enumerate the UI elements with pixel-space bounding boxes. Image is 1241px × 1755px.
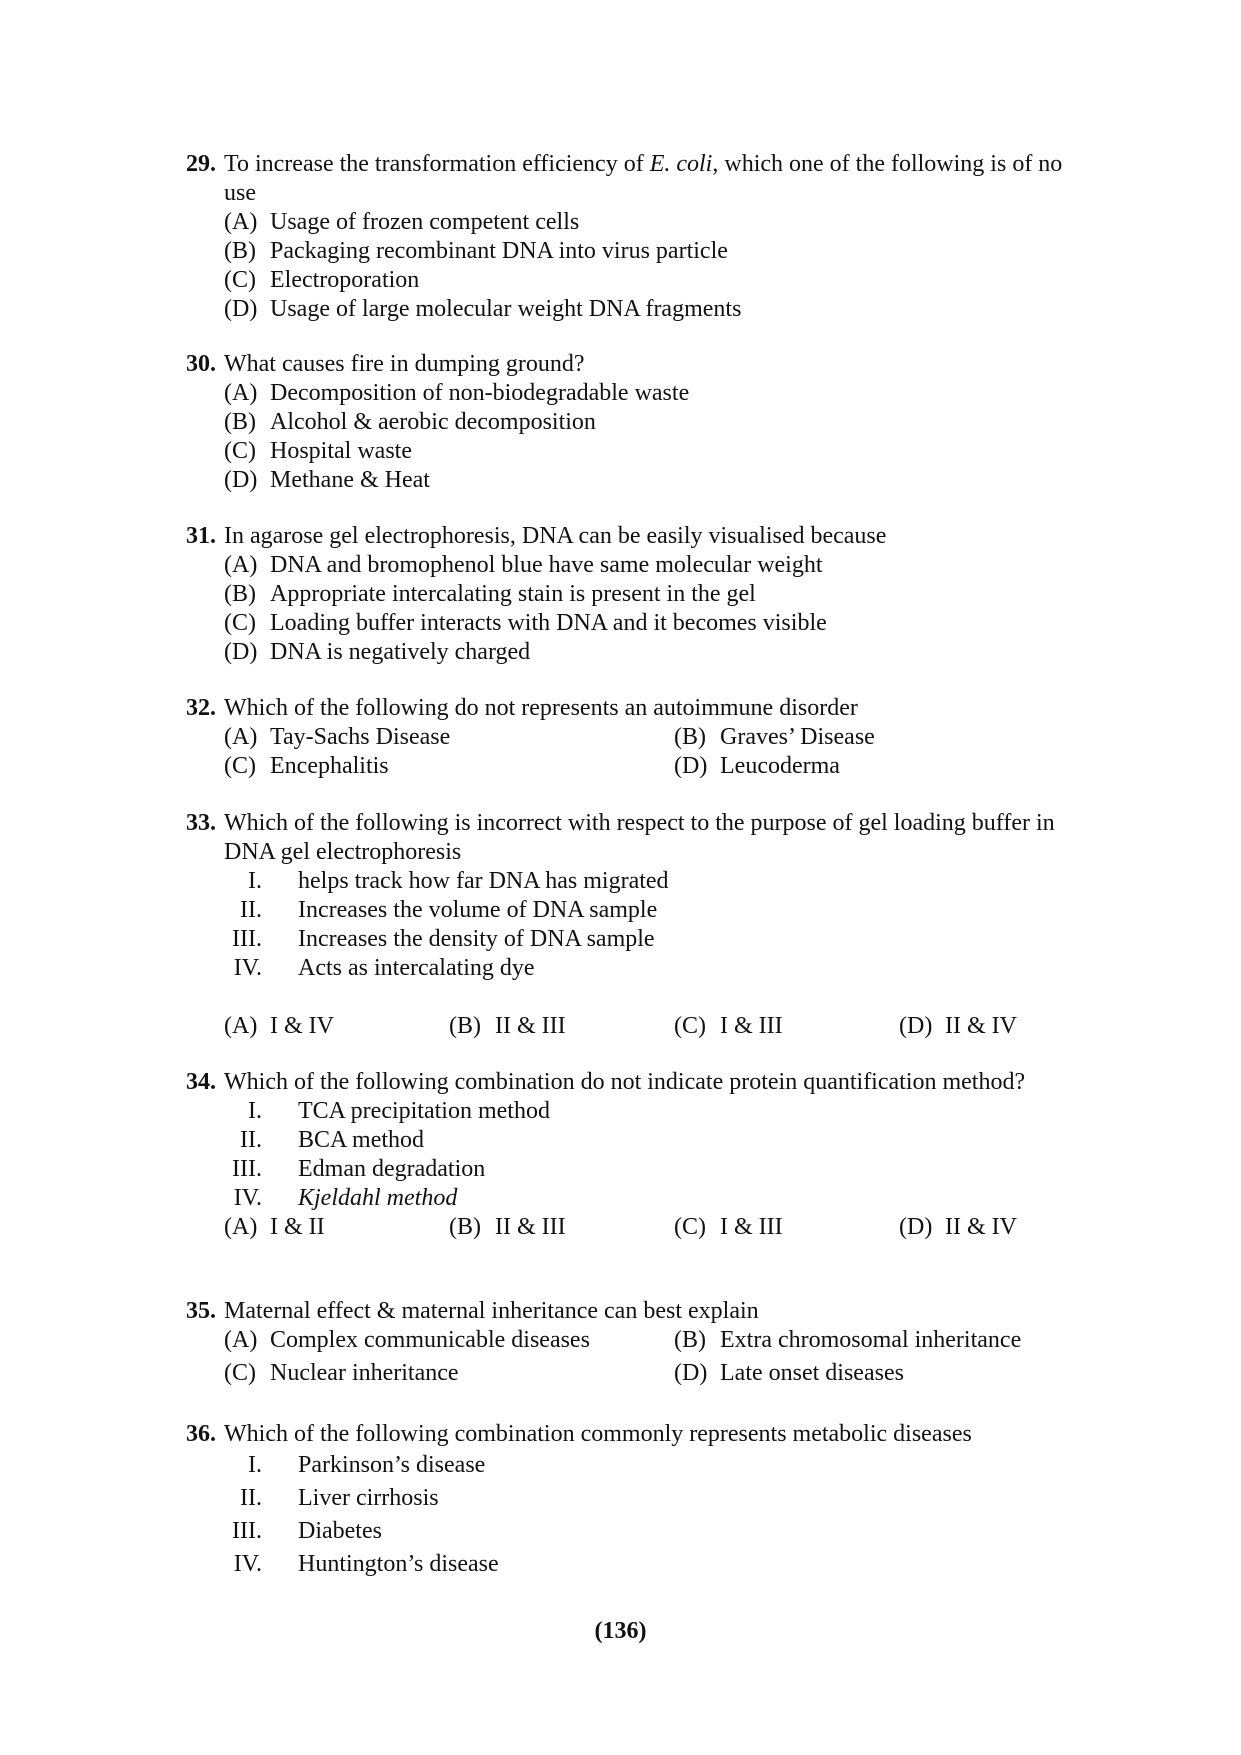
- option-c: [224, 609, 1096, 638]
- option-text: II & IV: [945, 1214, 1017, 1240]
- option-label: (C): [674, 1013, 706, 1039]
- option-label: (B): [224, 409, 256, 435]
- option-text: DNA is negatively charged: [270, 639, 531, 665]
- statement-text: TCA precipitation method: [298, 1098, 550, 1124]
- stem-text: Which of the following combination commonly represents metabolic diseases: [224, 1421, 972, 1447]
- stem-italic-organism: E. coli: [649, 151, 713, 177]
- statement-text: Acts as intercalating dye: [298, 955, 535, 981]
- question-34: [186, 1068, 1096, 1242]
- statement-numeral: IV.: [233, 1551, 262, 1577]
- question-stem: [186, 150, 1096, 208]
- stem-text-continued: , which one of the following is of no use: [224, 151, 1063, 206]
- options-grid: [186, 1326, 1096, 1388]
- option-text: Tay-Sachs Disease: [270, 724, 451, 750]
- statement-iii: [224, 925, 1096, 954]
- statement-numeral: III.: [232, 926, 262, 952]
- stem-text: Which of the following is incorrect with respect to the purpose of gel loading buffer in DNA gel electrophoresis: [224, 810, 1055, 865]
- option-label: (A): [224, 380, 258, 406]
- statement-ii: [224, 896, 1096, 925]
- options-list: [186, 551, 1096, 667]
- option-label: (D): [224, 639, 258, 665]
- statement-iii: [224, 1515, 1096, 1548]
- stem-text: What causes fire in dumping ground?: [224, 351, 585, 377]
- question-36: [186, 1420, 1096, 1581]
- option-text: DNA and bromophenol blue have same molecular weight: [270, 552, 823, 578]
- question-number: 33.: [186, 810, 216, 836]
- stem-text: Which of the following do not represents an autoimmune disorder: [224, 695, 858, 721]
- statement-text: Diabetes: [298, 1518, 382, 1544]
- stem-text: In agarose gel electrophoresis, DNA can be easily visualised because: [224, 523, 887, 549]
- option-text: Alcohol & aerobic decomposition: [270, 409, 596, 435]
- option-c: [674, 1012, 899, 1041]
- option-text: I & III: [720, 1013, 783, 1039]
- option-b: [449, 1012, 674, 1041]
- option-a: [224, 1326, 674, 1355]
- statement-iv: [224, 954, 1096, 983]
- statement-text: BCA method: [298, 1127, 425, 1153]
- question-35: [186, 1297, 1096, 1388]
- question-number: 36.: [186, 1421, 216, 1447]
- question-number: 30.: [186, 351, 216, 377]
- stem-text: Maternal effect & maternal inheritance can best explain: [224, 1298, 759, 1324]
- option-b: [224, 580, 1096, 609]
- option-b: [674, 1326, 1124, 1355]
- question-29: [186, 150, 1096, 324]
- statement-text: Kjeldahl method: [298, 1185, 458, 1211]
- option-text: Appropriate intercalating stain is present in the gel: [270, 581, 756, 607]
- option-d: [224, 638, 1096, 667]
- option-text: Leucoderma: [720, 753, 840, 779]
- options-list: [186, 379, 1096, 495]
- stem-text: To increase the transformation efficiency of: [224, 151, 650, 177]
- question-31: [186, 522, 1096, 667]
- question-33: [186, 809, 1096, 1041]
- question-number: 32.: [186, 695, 216, 721]
- option-label: (C): [674, 1214, 706, 1240]
- question-stem: [186, 1068, 1096, 1097]
- question-number: 29.: [186, 151, 216, 177]
- option-label: (A): [224, 552, 258, 578]
- option-label: (D): [899, 1013, 933, 1039]
- option-a: [224, 551, 1096, 580]
- question-stem: [186, 809, 1096, 867]
- option-b: [224, 408, 1096, 437]
- statement-text: Huntington’s disease: [298, 1551, 499, 1577]
- option-label: (D): [224, 296, 258, 322]
- statement-numeral: I.: [248, 868, 262, 894]
- statement-numeral: I.: [248, 1098, 262, 1124]
- option-text: Loading buffer interacts with DNA and it becomes visible: [270, 610, 827, 636]
- question-number: 31.: [186, 523, 216, 549]
- option-a: [224, 1012, 449, 1041]
- options-grid: [186, 723, 1096, 781]
- option-d: [224, 466, 1096, 495]
- option-c: [224, 437, 1096, 466]
- statement-numeral: III.: [232, 1156, 262, 1182]
- option-label: (C): [224, 438, 256, 464]
- option-d: [674, 1359, 1124, 1388]
- statement-text: Increases the density of DNA sample: [298, 926, 655, 952]
- statements-list: [186, 1449, 1096, 1581]
- statement-numeral: II.: [240, 897, 262, 923]
- statements-list: [186, 867, 1096, 983]
- option-text: I & IV: [270, 1013, 334, 1039]
- option-label: (C): [224, 1360, 256, 1386]
- statement-text: helps track how far DNA has migrated: [298, 868, 669, 894]
- option-text: Extra chromosomal inheritance: [720, 1327, 1022, 1353]
- option-label: (A): [224, 209, 258, 235]
- option-text: Methane & Heat: [270, 467, 430, 493]
- option-c: [224, 752, 674, 781]
- statement-numeral: IV.: [233, 1185, 262, 1211]
- option-text: Electroporation: [270, 267, 420, 293]
- option-label: (B): [449, 1214, 481, 1240]
- option-b: [224, 237, 1096, 266]
- option-label: (D): [224, 467, 258, 493]
- option-text: I & III: [720, 1214, 783, 1240]
- option-label: (C): [224, 267, 256, 293]
- option-text: Nuclear inheritance: [270, 1360, 459, 1386]
- statement-i: [224, 1097, 1096, 1126]
- option-text: II & IV: [945, 1013, 1017, 1039]
- option-label: (B): [224, 238, 256, 264]
- question-stem: [186, 1420, 1096, 1449]
- question-stem: [186, 522, 1096, 551]
- statement-iii: [224, 1155, 1096, 1184]
- option-text: II & III: [495, 1214, 566, 1240]
- option-text: Usage of frozen competent cells: [270, 209, 580, 235]
- option-text: Encephalitis: [270, 753, 389, 779]
- statement-ii: [224, 1126, 1096, 1155]
- options-row: [186, 1213, 1096, 1242]
- option-label: (C): [224, 610, 256, 636]
- option-label: (A): [224, 1327, 258, 1353]
- option-c: [224, 1359, 674, 1388]
- option-text: Complex communicable diseases: [270, 1327, 590, 1353]
- statement-numeral: II.: [240, 1127, 262, 1153]
- statement-text: Increases the volume of DNA sample: [298, 897, 658, 923]
- option-label: (A): [224, 1214, 258, 1240]
- option-label: (C): [224, 753, 256, 779]
- option-text: Packaging recombinant DNA into virus particle: [270, 238, 728, 264]
- statement-i: [224, 1449, 1096, 1482]
- option-a: [224, 208, 1096, 237]
- options-list: [186, 208, 1096, 324]
- question-stem: [186, 350, 1096, 379]
- statement-text: Edman degradation: [298, 1156, 486, 1182]
- option-label: (B): [449, 1013, 481, 1039]
- option-label: (B): [674, 724, 706, 750]
- statement-i: [224, 867, 1096, 896]
- question-30: [186, 350, 1096, 495]
- statements-list: [186, 1097, 1096, 1213]
- page-number: (136): [594, 1618, 647, 1644]
- option-a: [224, 1213, 449, 1242]
- question-number: 35.: [186, 1298, 216, 1324]
- option-label: (A): [224, 724, 258, 750]
- option-label: (A): [224, 1013, 258, 1039]
- statement-text: Liver cirrhosis: [298, 1485, 439, 1511]
- option-d: [899, 1213, 1124, 1242]
- statement-numeral: III.: [232, 1518, 262, 1544]
- option-text: Decomposition of non-biodegradable waste: [270, 380, 690, 406]
- option-c: [674, 1213, 899, 1242]
- option-label: (B): [674, 1327, 706, 1353]
- option-text: Graves’ Disease: [720, 724, 875, 750]
- option-a: [224, 379, 1096, 408]
- option-text: I & II: [270, 1214, 325, 1240]
- statement-iv: [224, 1548, 1096, 1581]
- option-a: [224, 723, 674, 752]
- statement-numeral: IV.: [233, 955, 262, 981]
- statement-numeral: II.: [240, 1485, 262, 1511]
- option-text: Usage of large molecular weight DNA fragments: [270, 296, 742, 322]
- option-label: (D): [674, 1360, 708, 1386]
- statement-iv: [224, 1184, 1096, 1213]
- option-text: Late onset diseases: [720, 1360, 904, 1386]
- stem-text: Which of the following combination do not indicate protein quantification method?: [224, 1069, 1026, 1095]
- statement-numeral: I.: [248, 1452, 262, 1478]
- question-32: [186, 694, 1096, 781]
- option-b: [674, 723, 1124, 752]
- option-c: [224, 266, 1096, 295]
- option-b: [449, 1213, 674, 1242]
- option-text: Hospital waste: [270, 438, 412, 464]
- option-label: (B): [224, 581, 256, 607]
- question-stem: [186, 1297, 1096, 1326]
- statement-text: Parkinson’s disease: [298, 1452, 486, 1478]
- option-d: [899, 1012, 1124, 1041]
- option-label: (D): [899, 1214, 933, 1240]
- option-d: [674, 752, 1124, 781]
- option-text: II & III: [495, 1013, 566, 1039]
- option-label: (D): [674, 753, 708, 779]
- question-number: 34.: [186, 1069, 216, 1095]
- option-d: [224, 295, 1096, 324]
- statement-ii: [224, 1482, 1096, 1515]
- options-row: [186, 1012, 1096, 1041]
- question-stem: [186, 694, 1096, 723]
